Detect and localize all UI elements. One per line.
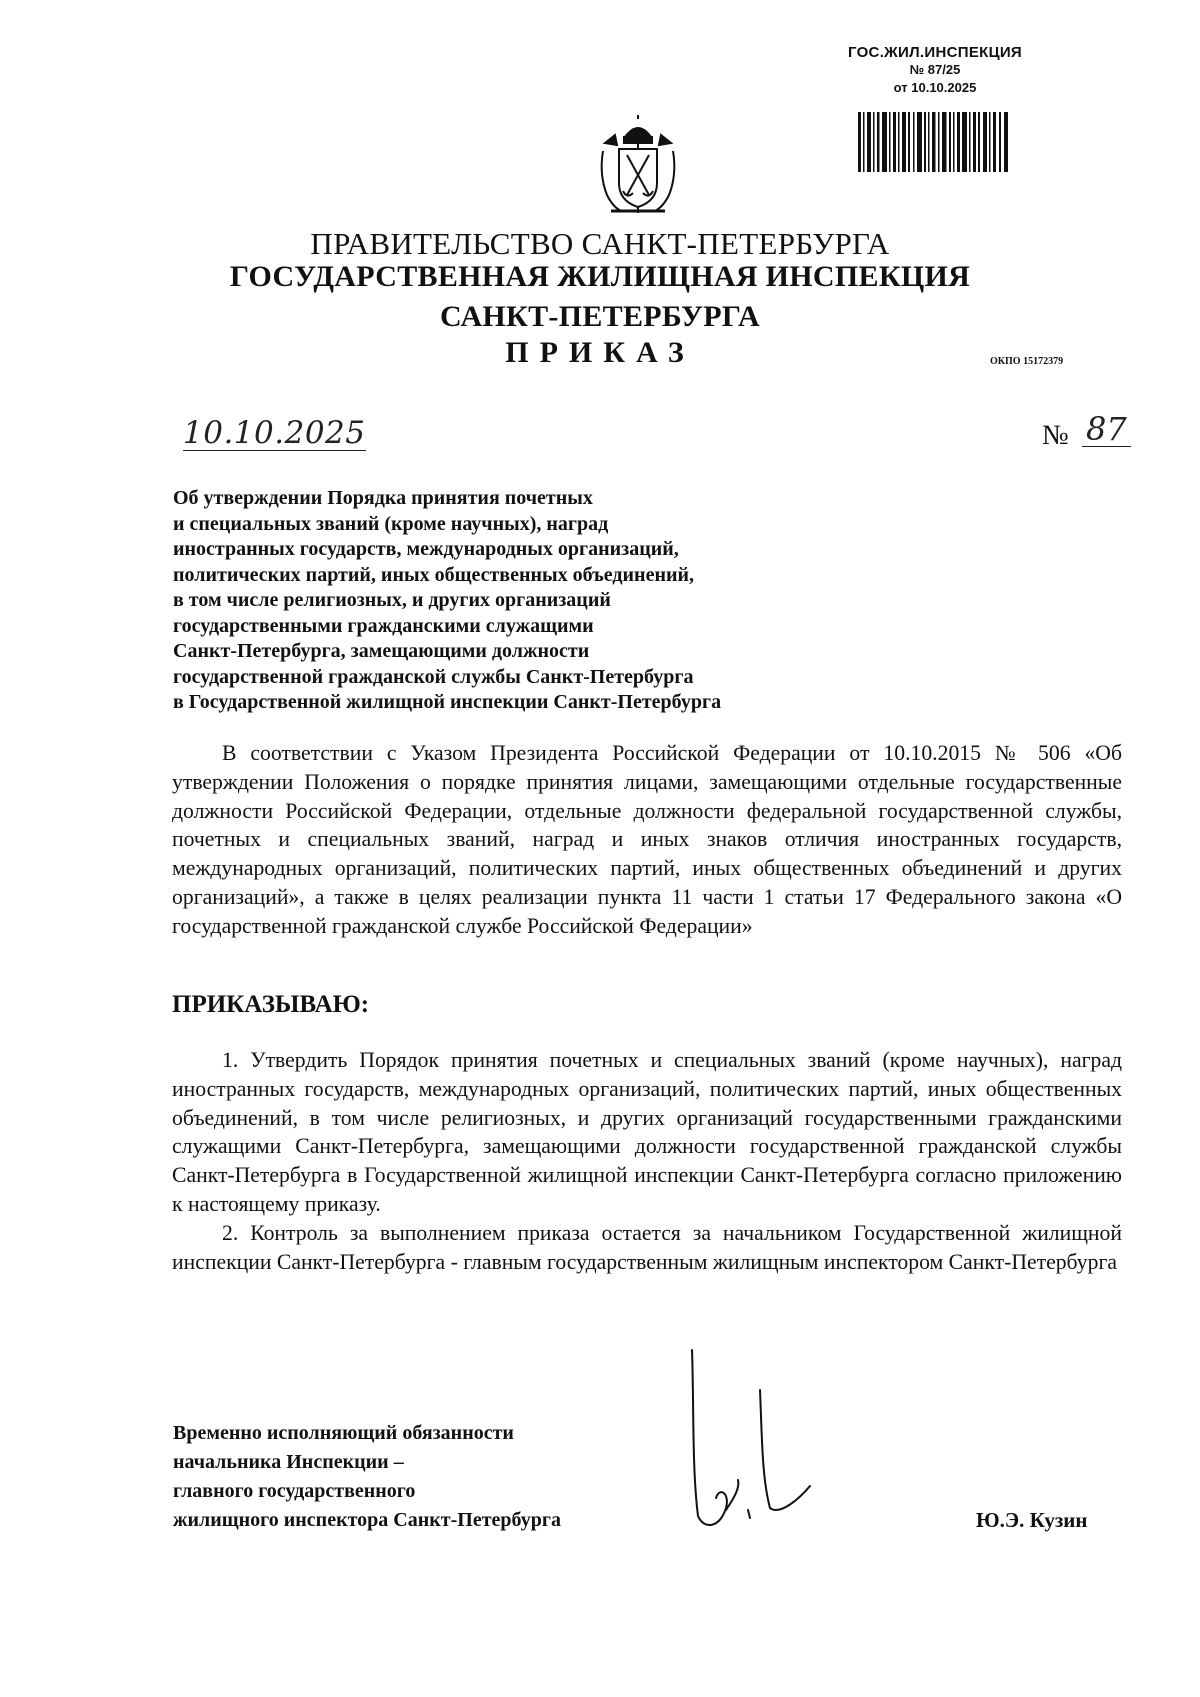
order-number-prefix: №	[1042, 420, 1069, 451]
order-directive-heading: ПРИКАЗЫВАЮ:	[172, 991, 370, 1018]
subject-line: Об утверждении Порядка принятия почетных	[173, 487, 593, 509]
okpo-code: ОКПО 15172379	[990, 356, 1064, 367]
signatory-name: Ю.Э. Кузин	[976, 1508, 1088, 1532]
order-number: 87	[1082, 414, 1131, 447]
order-subject	[173, 486, 721, 716]
preamble-paragraph: В соответствии с Указом Президента Российской Федерации от 10.10.2015 № 506 «Об утверждении Положения о порядке принятия лицами, замещающими отдельные государственные должности Российской Федерации, отдельные должности федеральной государственной службы, почетных и специальных званий, наград и иных знаков отличия иностранных государств, международных организаций, политических партий, иных общественных объединений и других организаций», а также в целях реализации пункта 11 части 1 статьи 17 Федерального закона «О государственной гражданской службе Российской Федерации»	[172, 741, 1122, 938]
organization-title-line1: ГОСУДАРСТВЕННАЯ ЖИЛИЩНАЯ ИНСПЕКЦИЯ	[229, 260, 971, 293]
subject-line: иностранных государств, международных организаций,	[173, 538, 679, 560]
order-item-1: 1. Утвердить Порядок принятия почетных и специальных званий (кроме научных), наград иностранных государств, международных организаций, политических партий, иных общественных объединений, в том числе религиозных, и других организаций государственными гражданскими служащими Санкт-Петербурга, замещающими должности государственной гражданской службы Санкт-Петербурга в Государственной жилищной инспекции Санкт-Петербурга согласно приложению к настоящему приказу.	[172, 1048, 1122, 1216]
position-line: Временно исполняющий обязанности	[173, 1422, 514, 1444]
subject-line: государственной гражданской службы Санкт-Петербурга	[173, 665, 694, 688]
handwritten-signature	[690, 1348, 830, 1536]
coat-of-arms-icon	[597, 115, 679, 217]
stamp-date: от 10.10.2025	[893, 80, 977, 95]
subject-line: в Государственной жилищной инспекции Санкт-Петербурга	[173, 691, 722, 713]
order-item-2: 2. Контроль за выполнением приказа остается за начальником Государственной жилищной инспекции Санкт-Петербурга - главным государственным жилищным инспектором Санкт-Петербурга	[172, 1221, 1122, 1274]
subject-line: и специальных званий (кроме научных), наград	[173, 512, 609, 535]
document-type: ПРИКАЗ	[505, 336, 695, 369]
stamp-org: ГОС.ЖИЛ.ИНСПЕКЦИЯ	[847, 44, 1022, 61]
signatory-position	[173, 1419, 561, 1535]
subject-line: государственными гражданскими служащими	[173, 614, 594, 637]
government-title: ПРАВИТЕЛЬСТВО САНКТ-ПЕТЕРБУРГА	[310, 226, 890, 261]
position-line: главного государственного	[173, 1480, 416, 1502]
subject-line: в том числе религиозных, и других организаций	[173, 589, 611, 611]
position-line: жилищного инспектора Санкт-Петербурга	[173, 1509, 561, 1531]
barcode-image	[858, 112, 1008, 172]
organization-title-line2: САНКТ-ПЕТЕРБУРГА	[439, 300, 761, 333]
registration-stamp	[845, 44, 1025, 97]
position-line: начальника Инспекции –	[173, 1451, 404, 1473]
subject-line: Санкт-Петербурга, замещающими должности	[173, 640, 590, 662]
subject-line: политических партий, иных общественных объединений,	[173, 563, 695, 586]
stamp-number: № 87/25	[909, 62, 961, 77]
order-date: 10.10.2025	[183, 415, 366, 451]
